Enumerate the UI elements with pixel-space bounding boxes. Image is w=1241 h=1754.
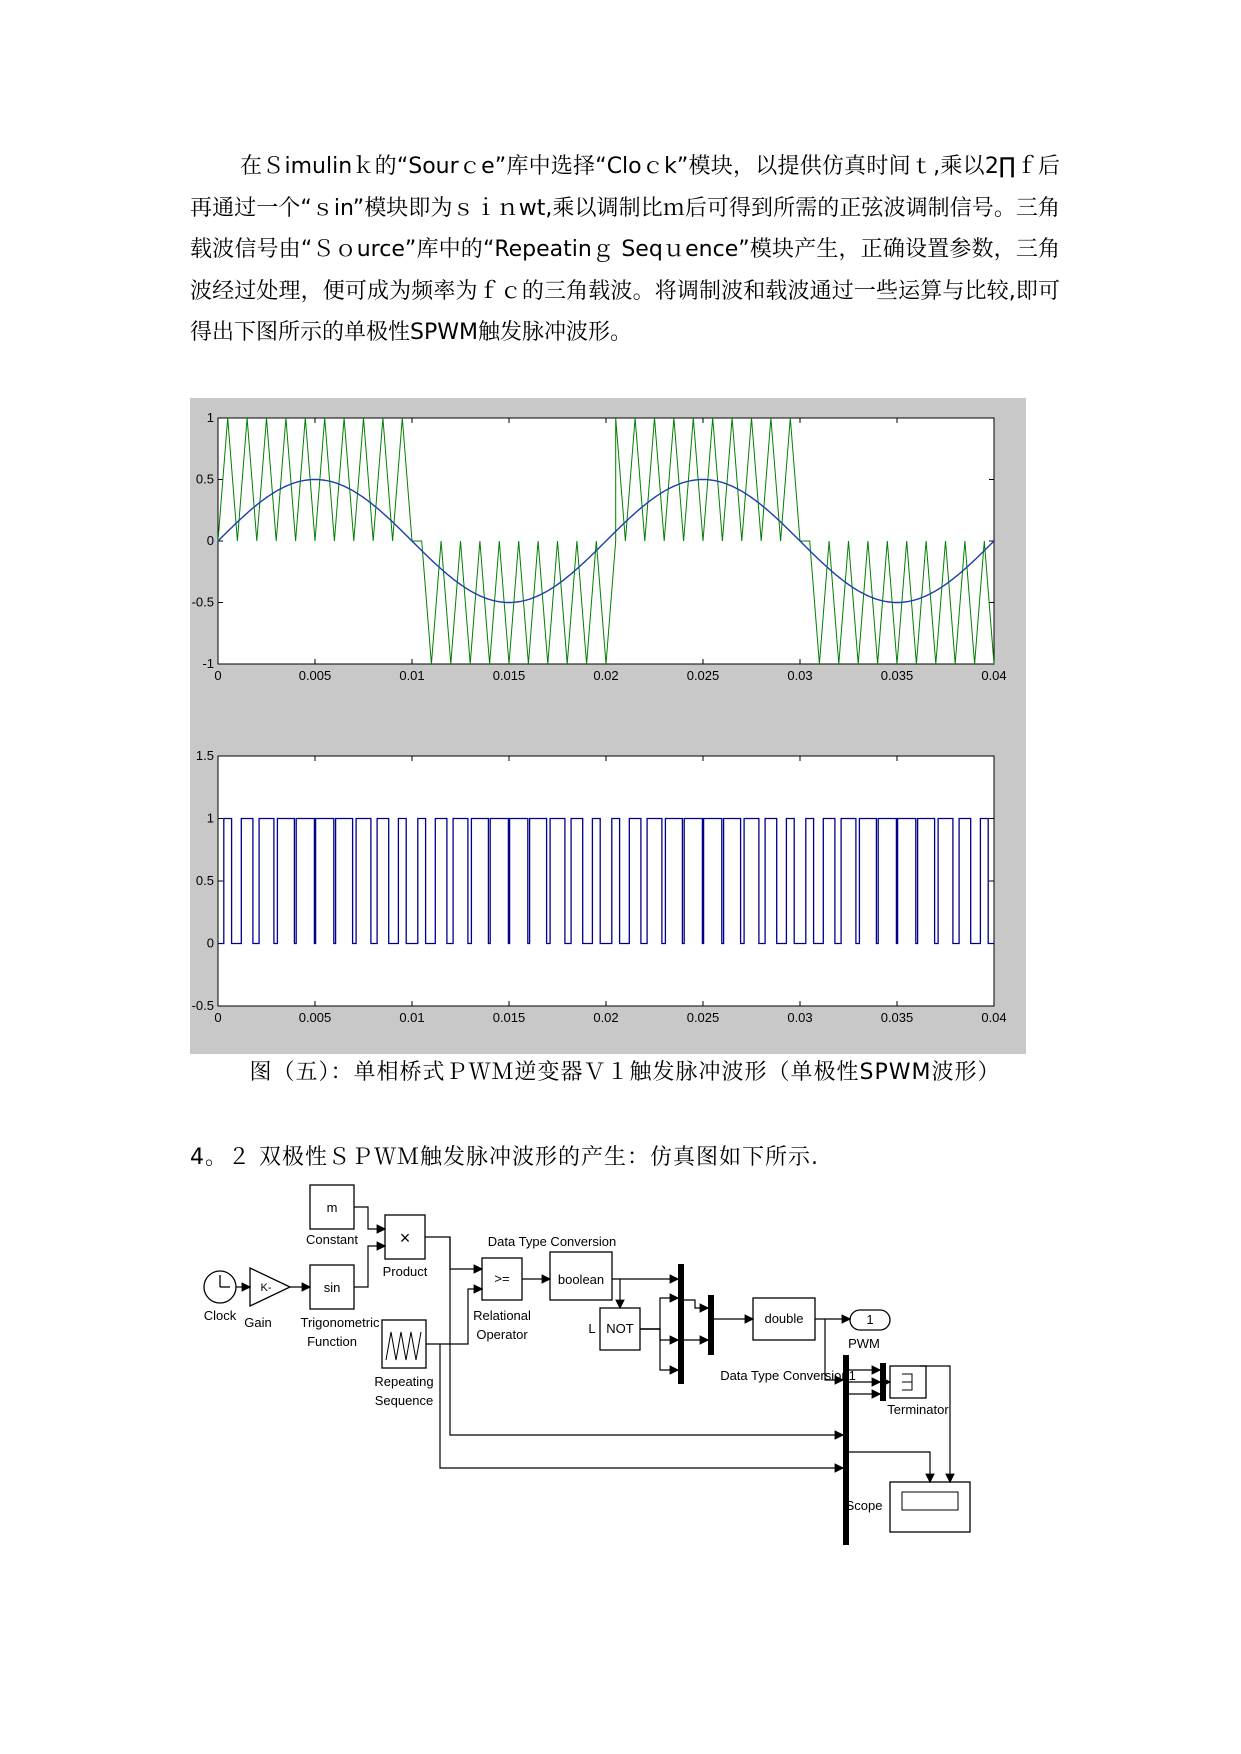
y-tick-label: 0.5	[195, 471, 214, 487]
x-tick-label: 0.025	[686, 1010, 720, 1025]
not-value: NOT	[606, 1321, 634, 1336]
relop-label-2: Operator	[476, 1327, 528, 1342]
x-tick-label: 0.03	[787, 1010, 813, 1025]
intro-paragraph	[190, 146, 1060, 354]
y-tick-label: -1	[202, 656, 214, 671]
outport-label: PWM	[848, 1336, 880, 1351]
x-tick-label: 0.015	[492, 668, 526, 683]
x-tick-label: 0.03	[787, 668, 813, 683]
simulink-diagram	[190, 1180, 1040, 1600]
x-tick-label: 0.005	[298, 668, 332, 683]
not-side-label: L	[588, 1321, 596, 1336]
outport-value: 1	[866, 1312, 874, 1327]
x-tick-label: 0.005	[298, 1010, 332, 1025]
y-tick-label: -0.5	[191, 594, 214, 610]
x-tick-label: 0.01	[399, 668, 425, 683]
x-tick-label: 0.025	[686, 668, 720, 683]
scope-label: Scope	[845, 1498, 883, 1513]
gain-label: Gain	[244, 1315, 272, 1330]
x-tick-label: 0.035	[880, 1010, 914, 1025]
dtc2-value: double	[764, 1311, 804, 1326]
rep-label-2: Sequence	[374, 1393, 434, 1408]
section-heading: 4。２ 双极性ＳＰＷＭ触发脉冲波形的产生：仿真图如下所示.	[190, 1145, 819, 1170]
constant-label: Constant	[305, 1232, 359, 1247]
x-tick-label: 0.01	[399, 1010, 425, 1025]
trig-label-2: Function	[307, 1334, 357, 1349]
mux-bar-1	[678, 1264, 684, 1384]
simulink-model	[190, 1180, 1040, 1600]
product-label: Product	[382, 1264, 428, 1279]
waveform-plots	[190, 398, 1026, 1054]
rep-label-1: Repeating	[374, 1374, 434, 1389]
y-tick-label: -0.5	[191, 998, 214, 1013]
product-symbol: ×	[399, 1228, 411, 1248]
figure-caption: 图（五）：单相桥式ＰＷＭ逆变器Ｖ１触发脉冲波形（单极性SPWM波形）	[249, 1060, 1001, 1085]
x-tick-label: 0.035	[880, 668, 914, 683]
clock-label: Clock	[203, 1308, 237, 1323]
trig-label-1: Trigonometric	[300, 1315, 380, 1330]
dtc1-title: Data Type Conversion	[487, 1234, 617, 1249]
sin-value: sin	[323, 1280, 341, 1295]
relop-value: >=	[494, 1271, 510, 1286]
y-tick-label: 1	[206, 410, 214, 425]
gain-value: K-	[260, 1282, 272, 1294]
dtc2-label: Data Type Conversion1	[720, 1368, 856, 1383]
x-tick-label: 0.02	[593, 1010, 619, 1025]
mux-bar-4	[880, 1363, 886, 1401]
x-tick-label: 0	[214, 668, 222, 683]
y-tick-label: 0.5	[195, 873, 214, 888]
y-tick-label: 1	[206, 810, 214, 826]
terminator-label: Terminator	[887, 1402, 949, 1417]
constant-value: m	[326, 1200, 338, 1215]
dtc1-value: boolean	[557, 1272, 605, 1287]
relop-label-1: Relational	[473, 1308, 531, 1323]
y-tick-label: 0	[206, 533, 214, 548]
x-tick-label: 0.04	[981, 1010, 1007, 1025]
mux-bar-3	[843, 1355, 849, 1545]
y-tick-label: 0	[206, 935, 214, 951]
x-tick-label: 0	[214, 1010, 222, 1025]
waveform-figure	[190, 398, 1026, 1054]
x-tick-label: 0.04	[981, 668, 1007, 683]
mux-bar-2	[708, 1295, 714, 1355]
paragraph-text: 在Ｓimulinｋ的“Sourｃe”库中选择“Cloｃk”模块，以提供仿真时间ｔ,乘以2∏ｆ后再通过一个“ｓin”模块即为ｓｉｎwt,乘以调制比ｍ后可得到所需的正弦波调制信号。三角载波信号由“Ｓｏurce”库中的“Repeatinｇ Seqｕence”模块产生，正确设置参数，三角波经过处理，便可成为频率为ｆｃ的三角载波。将调制波和载波通过一些运算与比较,即可得出下图所示的单极性SPWM触发脉冲波形。	[190, 154, 1060, 345]
y-tick-label: 1.5	[195, 748, 214, 763]
x-tick-label: 0.02	[593, 668, 619, 683]
x-tick-label: 0.015	[492, 1010, 526, 1025]
